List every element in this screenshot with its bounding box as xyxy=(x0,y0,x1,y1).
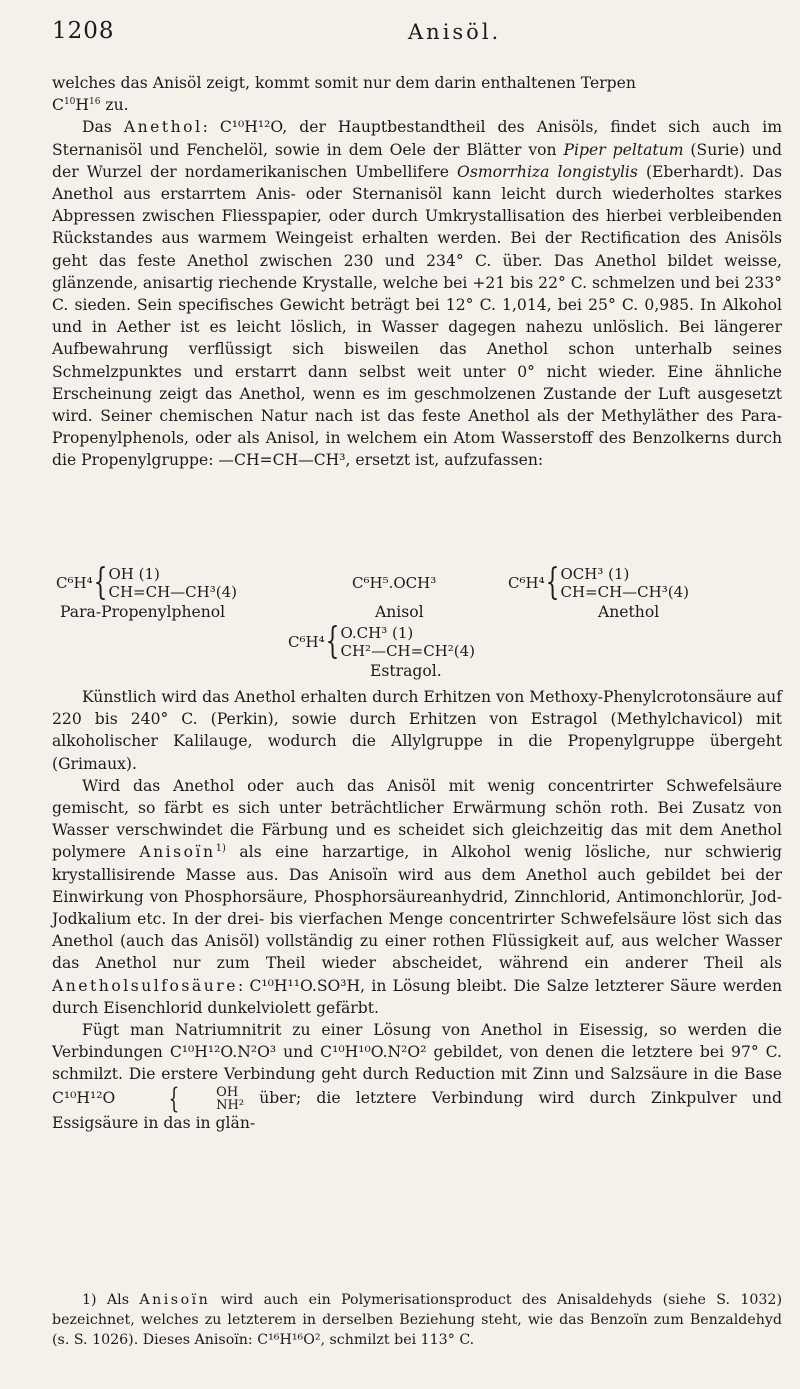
label-anethol: Anethol xyxy=(598,603,660,621)
label-anisol: Anisol xyxy=(375,603,424,621)
paragraph-synthesis: Künstlich wird das Anethol erhalten durch Erhitzen von Methoxy-Phenylcrotonsäure auf 220 bis 240° C. (Perkin), sowie durch Erhitzen von Estragol (Methylchavicol) mit alkoholischer Kalilauge, wodurch die Allylgruppe in die Propenylgruppe übergeht (Grimaux). xyxy=(52,688,782,773)
footnote: 1) Als Anisoïn wird auch ein Polymerisationsproduct des Anisaldehyds (siehe S. 1032) bezeichnet, welches zu letzterem in derselben Beziehung steht, wie das Benzoïn zum Benzaldehyd (s. S. 1026). Dieses Anisoïn: C¹⁶H¹⁶O², schmilzt bei 113° C. xyxy=(52,1292,782,1348)
continuation-line: welches das Anisöl zeigt, kommt somit nur dem darin enthaltenen Terpen $C^{10}H^{16}$ zu. xyxy=(52,74,636,115)
label-para-propenylphenol: Para-Propenylphenol xyxy=(60,603,226,621)
page-number: 1208 xyxy=(52,18,115,44)
formula-para-propenylphenol: C⁶H⁴{ OH (1) CH=CH—CH³(4) xyxy=(56,562,238,603)
formula-anethol: C⁶H⁴{ OCH³ (1) CH=CH—CH³(4) xyxy=(508,562,690,603)
running-head: Anisöl. xyxy=(408,20,502,44)
term-anethol: Anethol xyxy=(123,118,203,137)
body-bottom xyxy=(52,686,782,1134)
formula-anisol: C⁶H⁵.OCH³ xyxy=(352,574,437,592)
paragraph-anisoin: Wird das Anethol oder auch das Anisöl mit wenig concentrirter Schwefelsäure gemischt, so färbt es sich unter beträchtlicher Erwärmung schön roth. Bei Zusatz von Wasser verschwindet die Färbung und es scheidet sich gleichzeitig das mit dem Anethol polymere Anisoïn$^{1)}$ als eine harzartige, in Alkohol wenig lösliche, nur schwierig krystallisirende Masse aus. Das Anisoïn wird aus dem Anethol auch gebildet bei der Einwirkung von Phosphorsäure, Phosphorsäureanhydrid, Zinnchlorid, Antimonchlorür, Jod-Jodkalium etc. In der drei- bis vierfachen Menge concentrirter Schwefelsäure löst sich das Anethol (auch das Anisöl) vollständig zu einer rothen Flüssigkeit auf, aus welcher Wasser das Anethol nur zum Theil wieder abscheidet, während ein anderer Theil als Anetholsulfosäure: C¹⁰H¹¹O.SO³H, in Lösung bleibt. Die Salze letzterer Säure werden durch Eisenchlorid dunkelviolett gefärbt. xyxy=(52,776,782,1017)
body-top xyxy=(52,72,782,472)
paragraph-anethol: Das Anethol: C¹⁰H¹²O, der Hauptbestandtheil des Anisöls, findet sich auch im Sternanisöl und Fenchelöl, sowie in dem Oele der Blätter von Piper peltatum (Surie) und der Wurzel der nordamerikanischen Umbellifere Osmorrhiza longistylis (Eberhardt). Das Anethol aus erstarrtem Anis- oder Sternanisöl kann leicht durch wiederholtes starkes Abpressen zwischen Fliesspapier, oder durch Umkrystallisation des hierbei verbleibenden Rückstandes aus warmem Weingeist erhalten werden. Bei der Rectification des Anisöls geht das feste Anethol zwischen 230 und 234° C. über. Das Anethol bildet weisse, glänzende, anisartig riechende Krystalle, welche bei +21 bis 22° C. schmelzen und bei 233° C. sieden. Sein specifisches Gewicht beträgt bei 12° C. 1,014, bei 25° C. 0,985. In Alkohol und in Aether ist es leicht löslich, in Wasser dagegen nahezu unlöslich. Bei längerer Aufbewahrung verflüssigt sich bisweilen das Anethol schon unterhalb seines Schmelzpunktes und erstarrt dann selbst weit unter 0° nicht wieder. Eine ähnliche Erscheinung zeigt das Anethol, wenn es im geschmolzenen Zustande der Luft ausgesetzt wird. Seiner chemischen Natur nach ist das feste Anethol als der Methyläther des Para-Propenylphenols, oder als Anisol, in welchem ein Atom Wasserstoff des Benzolkerns durch die Propenylgruppe: —CH=CH—CH³, ersetzt ist, aufzufassen: xyxy=(52,118,783,470)
paragraph-nitrit: Fügt man Natriumnitrit zu einer Lösung von Anethol in Eisessig, so werden die Verbindungen C¹⁰H¹²O.N²O³ und C¹⁰H¹⁰O.N²O² gebildet, von denen die letztere bei 97° C. schmilzt. Die erstere Verbindung geht durch Reduction mit Zinn und Salzsäure in die Base C¹⁰H¹²O { OH NH² über; die letztere Verbindung wird durch Zinkpulver und Essigsäure in das in glän- xyxy=(52,1021,782,1132)
label-estragol: Estragol. xyxy=(370,662,442,680)
page-header xyxy=(52,18,760,54)
formula-estragol: C⁶H⁴{ O.CH³ (1) CH²—CH=CH²(4) xyxy=(288,621,476,662)
